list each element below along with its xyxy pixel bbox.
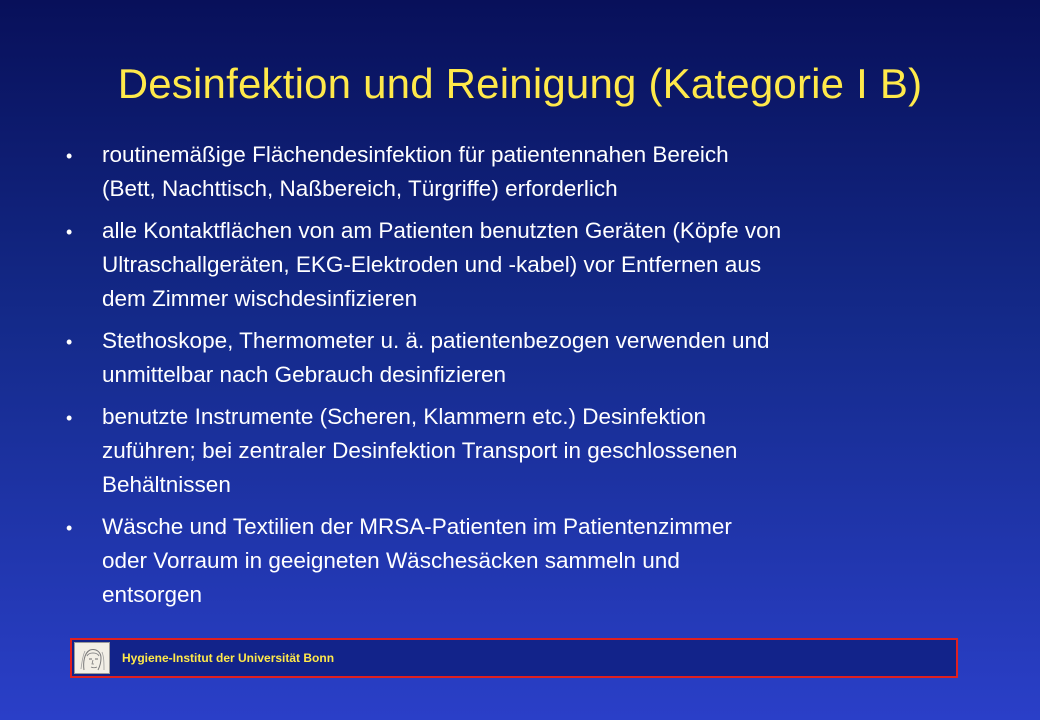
bullet-text: routinemäßige Flächendesinfektion für patientennahen Bereich (Bett, Nachttisch, Naßbereich, Türgriffe) erforderlich <box>102 142 729 201</box>
bullet-item <box>66 138 1006 206</box>
slide-title: Desinfektion und Reinigung (Kategorie I B) <box>117 60 923 107</box>
bullet-text: Wäsche und Textilien der MRSA-Patienten im Patientenzimmer oder Vorraum in geeigneten Wäschesäcken sammeln und entsorgen <box>102 514 732 607</box>
bullet-item <box>66 324 1006 392</box>
portrait-logo-icon <box>74 642 110 674</box>
bullet-item <box>66 214 1006 316</box>
bullet-item <box>66 510 1006 612</box>
bullet-dot: • <box>66 518 73 538</box>
bullet-text: alle Kontaktflächen von am Patienten benutzten Geräten (Köpfe von Ultraschallgeräten, EKG-Elektroden und -kabel) vor Entfernen aus dem Zimmer wischdesinfizieren <box>102 218 782 311</box>
footer-bar <box>70 638 958 678</box>
bullet-item <box>66 400 1006 502</box>
bullet-dot: • <box>66 146 73 166</box>
bullet-text: benutzte Instrumente (Scheren, Klammern etc.) Desinfektion zuführen; bei zentraler Desinfektion Transport in geschlossenen Behältnissen <box>102 404 738 497</box>
footer-institute-label: Hygiene-Institut der Universität Bonn <box>122 651 335 665</box>
bullet-list <box>66 138 1006 620</box>
bullet-dot: • <box>66 332 73 352</box>
bullet-text: Stethoskope, Thermometer u. ä. patientenbezogen verwenden und unmittelbar nach Gebrauch desinfizieren <box>102 328 770 387</box>
bullet-dot: • <box>66 408 73 428</box>
bullet-dot: • <box>66 222 73 242</box>
